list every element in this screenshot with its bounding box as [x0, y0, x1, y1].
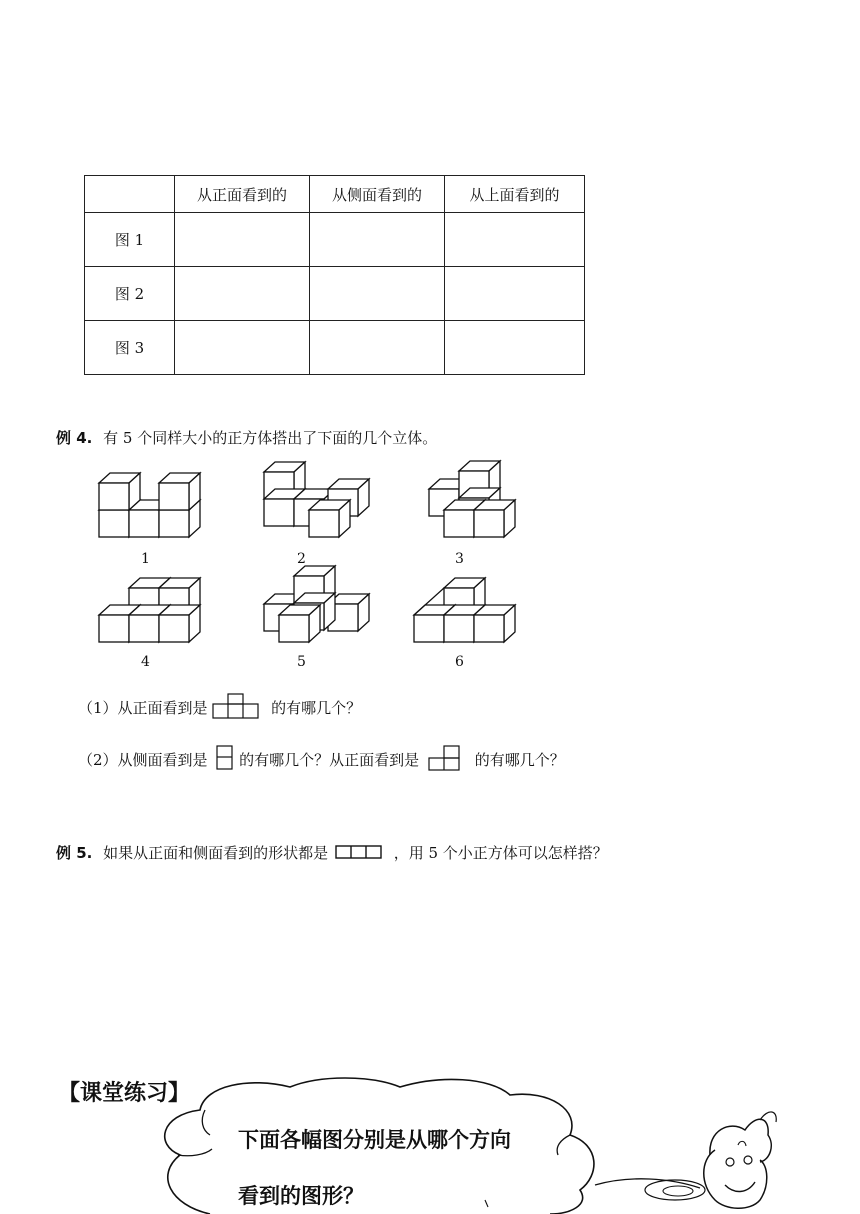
table-row-label: 图 3 — [85, 321, 175, 375]
figure-label-2: 2 — [297, 551, 306, 567]
figure-label-4: 4 — [141, 654, 150, 670]
figure-label-5: 5 — [297, 654, 306, 670]
table-cell — [175, 267, 310, 321]
bubble-line-1: 下面各幅图分别是从哪个方向 — [238, 1128, 511, 1152]
question-2-part2: 的有哪几个？从正面看到是 — [239, 751, 420, 769]
question-1 — [78, 693, 361, 719]
table-header-top: 从上面看到的 — [445, 176, 585, 213]
figure-label-3: 3 — [455, 551, 464, 567]
table-row-label: 图 2 — [85, 267, 175, 321]
table-cell — [175, 321, 310, 375]
table-header-empty — [85, 176, 175, 213]
figure-label-6: 6 — [455, 654, 464, 670]
side-view-shape-icon — [216, 745, 234, 771]
front-view-l-shape-icon — [428, 745, 462, 771]
question-1-before: （1）从正面看到是 — [78, 699, 208, 717]
figure-5 — [264, 566, 369, 642]
example5-label: 例 5. — [56, 844, 93, 862]
example5-text-after: ，用 5 个小正方体可以怎样搭？ — [393, 844, 608, 862]
three-squares-shape-icon — [335, 844, 383, 860]
example4-text: 有 5 个同样大小的正方体搭出了下面的几个立体。 — [103, 429, 438, 447]
table-header-side: 从侧面看到的 — [310, 176, 445, 213]
example5-text-before: 如果从正面和侧面看到的形状都是 — [103, 844, 329, 862]
figure-1 — [99, 473, 200, 537]
table-cell — [310, 213, 445, 267]
front-view-shape-icon — [212, 693, 260, 719]
practice-heading: 【课堂练习】 — [58, 1081, 191, 1106]
question-1-after: 的有哪几个？ — [271, 699, 362, 717]
cartoon-dog-icon — [590, 1100, 780, 1214]
figure-2 — [264, 462, 369, 537]
figure-3 — [429, 461, 515, 537]
table-header-front: 从正面看到的 — [175, 176, 310, 213]
figure-4 — [99, 578, 200, 642]
table-cell — [445, 321, 585, 375]
table-row-label: 图 1 — [85, 213, 175, 267]
question-2 — [78, 745, 565, 771]
views-table — [84, 175, 585, 375]
table-cell — [445, 213, 585, 267]
example4-label: 例 4. — [56, 429, 93, 447]
example4-line — [56, 427, 437, 448]
example5-line — [56, 842, 608, 863]
bubble-line-2: 看到的图形？ — [238, 1184, 364, 1208]
table-cell — [445, 267, 585, 321]
question-2-part1: （2）从侧面看到是 — [78, 751, 208, 769]
figure-6 — [414, 578, 515, 642]
table-cell — [310, 267, 445, 321]
table-cell — [310, 321, 445, 375]
question-2-part3: 的有哪几个？ — [474, 751, 565, 769]
table-cell — [175, 213, 310, 267]
figure-label-1: 1 — [141, 551, 150, 567]
